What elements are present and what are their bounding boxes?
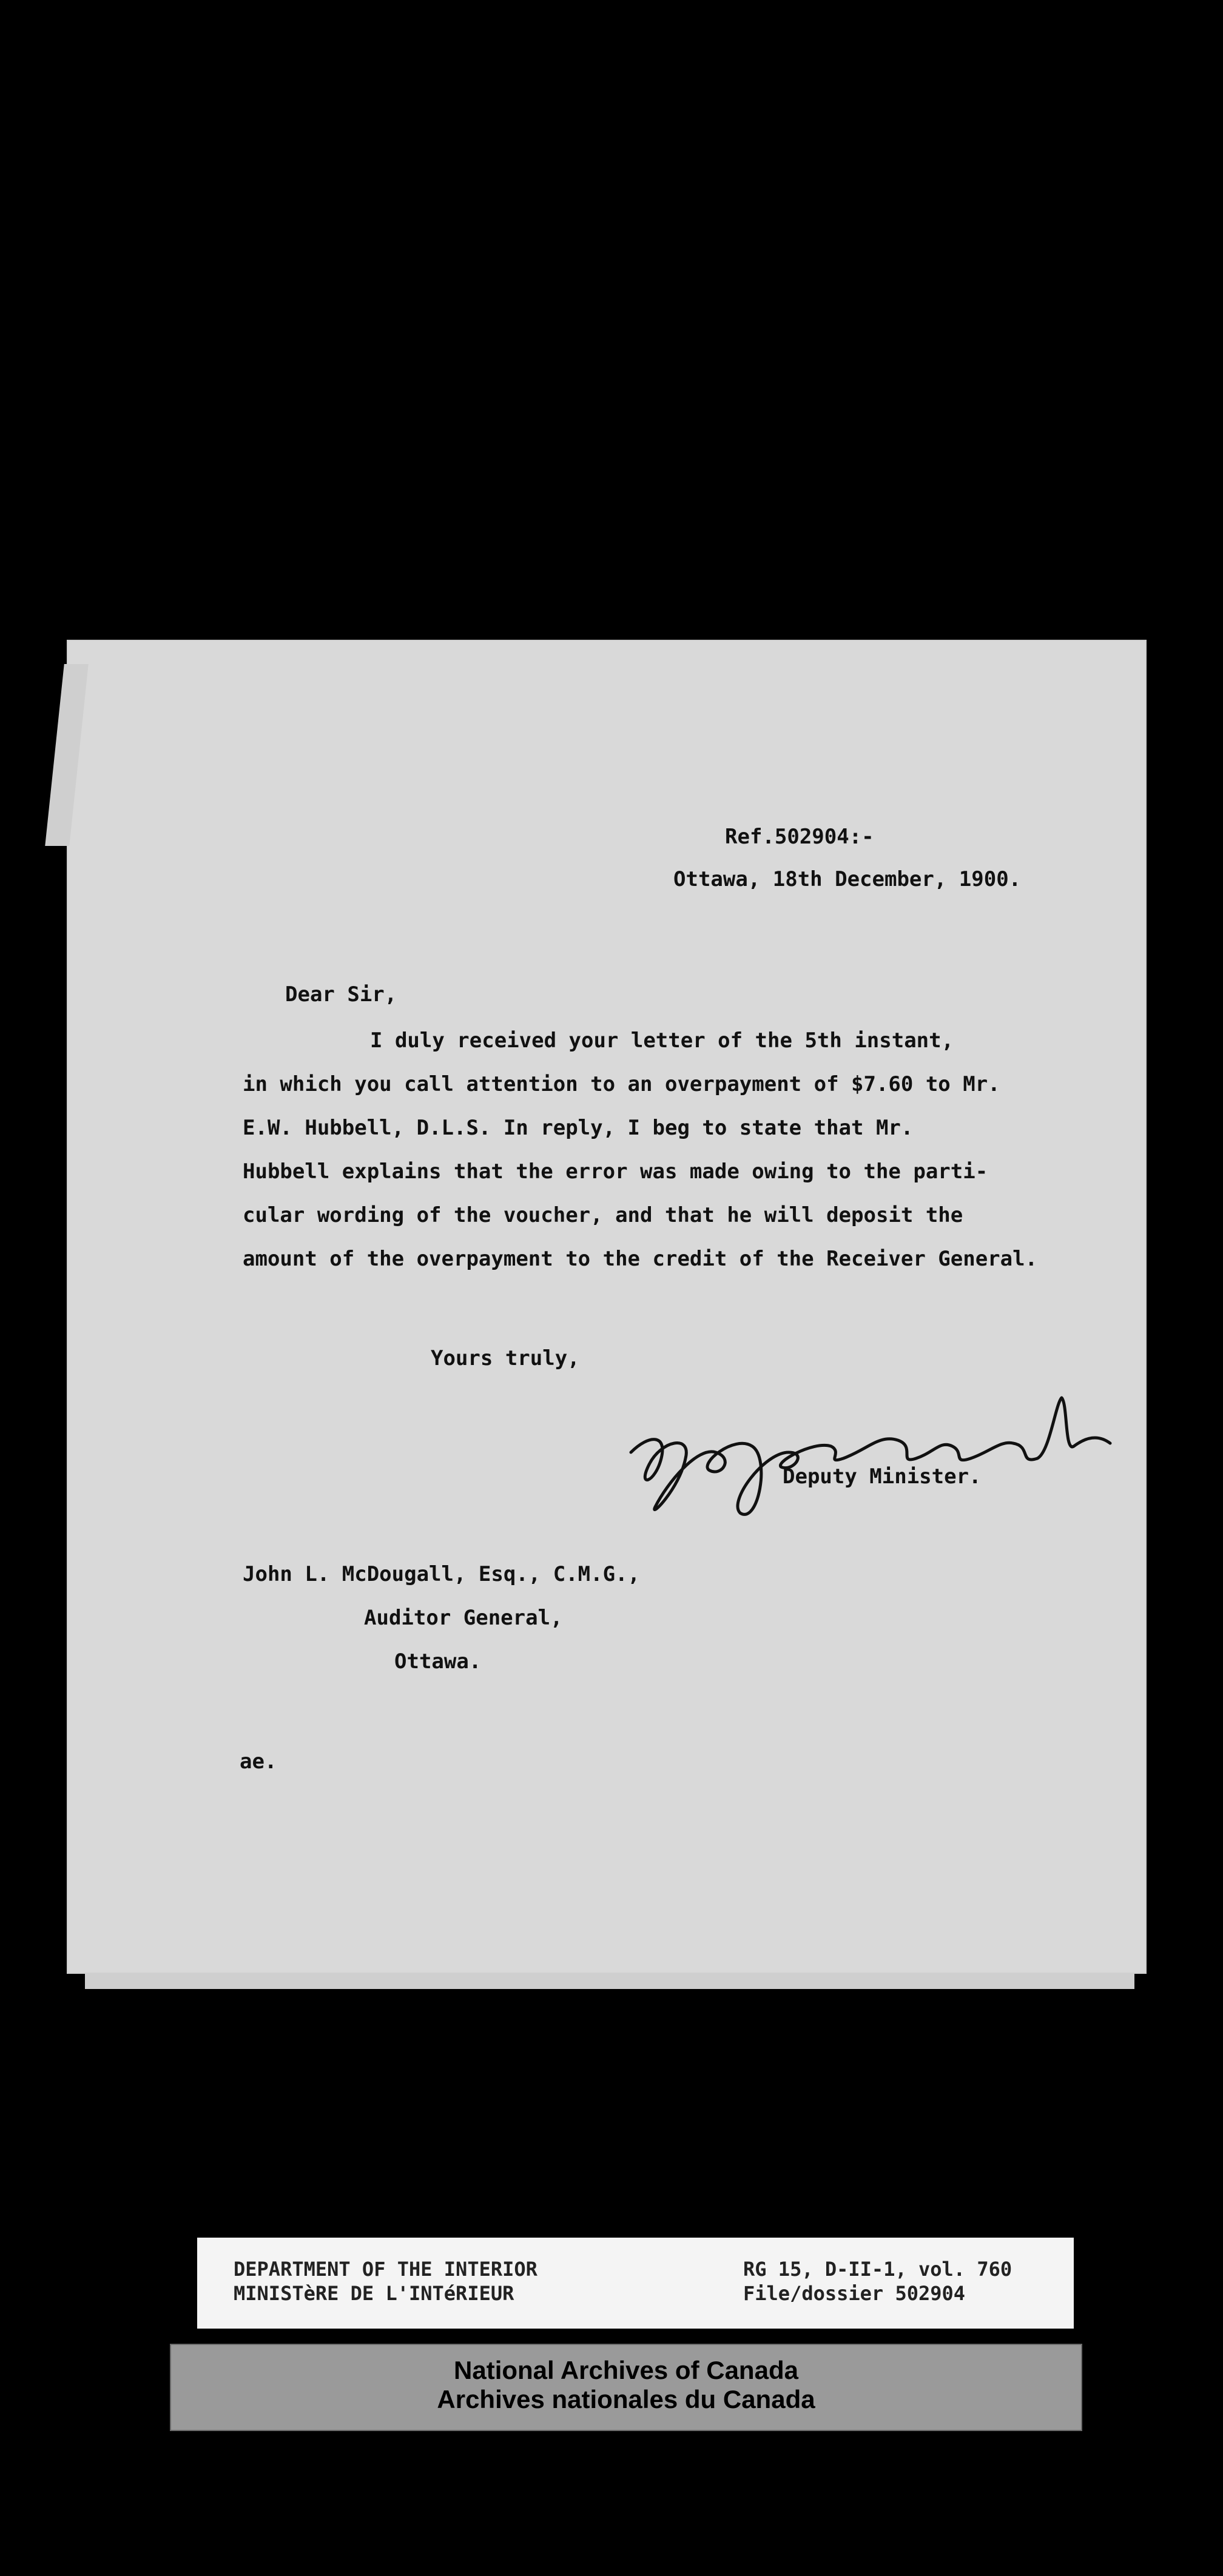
department-french: MINISTèRE DE L'INTéRIEUR bbox=[234, 2282, 514, 2305]
closing: Yours truly, bbox=[431, 1346, 580, 1370]
recipient-block bbox=[243, 1552, 640, 1683]
body-line: amount of the overpayment to the credit of the Receiver General. bbox=[243, 1247, 1038, 1271]
body-line: I duly received your letter of the 5th instant, bbox=[370, 1028, 954, 1053]
salutation: Dear Sir, bbox=[285, 982, 397, 1007]
page-bottom-shadow bbox=[85, 1974, 1134, 1989]
archives-name-french: Archives nationales du Canada bbox=[437, 2385, 815, 2413]
department-english: DEPARTMENT OF THE INTERIOR bbox=[234, 2258, 537, 2281]
archive-reference-label bbox=[197, 2238, 1074, 2329]
letter-body bbox=[243, 1019, 1092, 1281]
body-line: Hubbell explains that the error was made owing to the parti- bbox=[243, 1159, 988, 1184]
body-line: in which you call attention to an overpayment of $7.60 to Mr. bbox=[243, 1072, 1000, 1096]
letter-content bbox=[67, 640, 1147, 1974]
body-line: E.W. Hubbell, D.L.S. In reply, I beg to state that Mr. bbox=[243, 1116, 914, 1140]
letter-page bbox=[67, 640, 1147, 1974]
body-line: cular wording of the voucher, and that he will deposit the bbox=[243, 1203, 963, 1227]
archives-name bbox=[171, 2356, 1081, 2414]
recipient-name: John L. McDougall, Esq., C.M.G., bbox=[243, 1562, 641, 1586]
handwritten-signature bbox=[613, 1367, 1159, 1525]
national-archives-stamp bbox=[170, 2344, 1082, 2431]
record-group-reference: RG 15, D-II-1, vol. 760 bbox=[743, 2258, 1012, 2281]
department-names bbox=[234, 2257, 537, 2306]
recipient-city: Ottawa. bbox=[394, 1649, 482, 1674]
letter-date: Ottawa, 18th December, 1900. bbox=[673, 867, 1022, 891]
signatory-title: Deputy Minister. bbox=[783, 1464, 982, 1489]
typist-initials: ae. bbox=[240, 1749, 277, 1774]
reference-number: Ref.502904:- bbox=[725, 825, 874, 849]
recipient-position: Auditor General, bbox=[364, 1606, 563, 1630]
file-reference bbox=[743, 2257, 1012, 2306]
file-number: File/dossier 502904 bbox=[743, 2282, 966, 2305]
archives-name-english: National Archives of Canada bbox=[454, 2356, 798, 2384]
